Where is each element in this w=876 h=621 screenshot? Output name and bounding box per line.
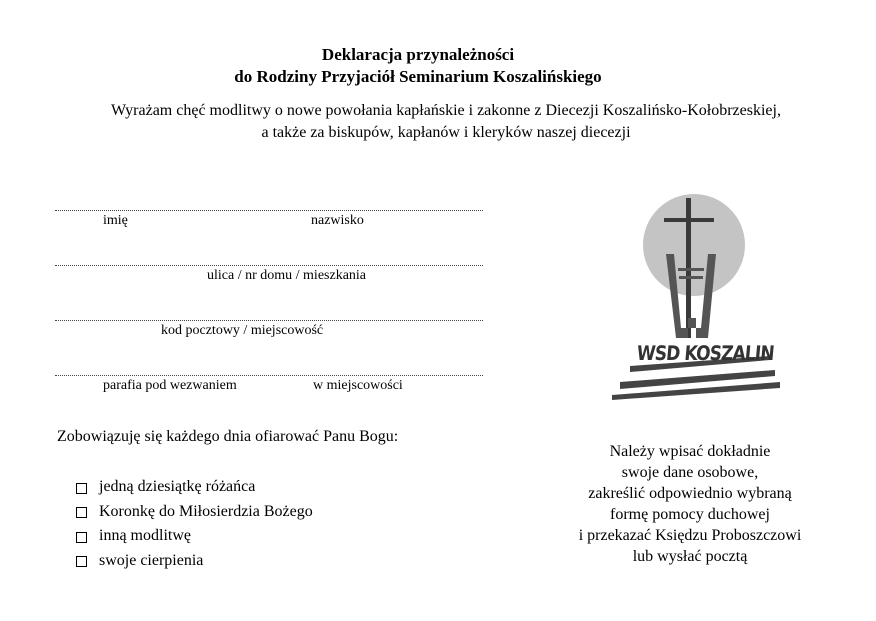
instructions-line: i przekazać Księdzu Proboszczowi	[578, 527, 802, 544]
parish-place-label: w miejscowości	[313, 378, 403, 393]
instructions-line: formę pomocy duchowej	[610, 506, 770, 523]
option-suffering[interactable]	[76, 549, 313, 574]
logo-wordmark: WSD KOSZALIN	[635, 341, 775, 365]
intro-text-line-1: Wyrażam chęć modlitwy o nowe powołania kapłańskie i zakonne z Diecezji Koszalińsko-Kołobrzeskiej,	[111, 102, 781, 119]
option-label: inną modlitwę	[99, 527, 191, 545]
intro-text-line-2: a także za biskupów, kapłanów i kleryków naszej diecezji	[261, 124, 631, 141]
pledge-heading: Zobowiązuję się każdego dnia ofiarować Panu Bogu:	[57, 428, 399, 445]
name-field-line[interactable]	[55, 210, 483, 211]
postal-field-line[interactable]	[55, 320, 483, 321]
option-label: jedną dziesiątkę różańca	[99, 478, 256, 496]
option-rosary[interactable]	[76, 475, 313, 500]
seminary-logo	[600, 190, 790, 400]
checkbox-icon[interactable]	[76, 507, 87, 518]
parish-field-line[interactable]	[55, 375, 483, 376]
option-label: Koronkę do Miłosierdzia Bożego	[99, 502, 313, 520]
instructions-line: Należy wpisać dokładnie	[609, 443, 771, 460]
declaration-subtitle: do Rodziny Przyjaciół Seminarium Koszalińskiego	[234, 67, 602, 86]
option-other-prayer[interactable]	[76, 524, 313, 549]
checkbox-icon[interactable]	[76, 532, 87, 543]
checkbox-icon[interactable]	[76, 483, 87, 494]
last-name-label: nazwisko	[311, 213, 364, 228]
declaration-title: Deklaracja przynależności	[321, 45, 515, 64]
street-label: ulica / nr domu / mieszkania	[207, 268, 367, 283]
pledge-options	[76, 475, 313, 573]
parish-label: parafia pod wezwaniem	[103, 378, 237, 393]
instructions-block	[540, 441, 840, 567]
instructions-line: zakreślić odpowiednio wybraną	[588, 485, 792, 502]
option-label: swoje cierpienia	[99, 551, 204, 569]
postal-city-label: kod pocztowy / miejscowość	[161, 323, 324, 338]
checkbox-icon[interactable]	[76, 556, 87, 567]
instructions-line: swoje dane osobowe,	[621, 464, 759, 481]
option-chaplet[interactable]	[76, 500, 313, 525]
street-field-line[interactable]	[55, 265, 483, 266]
cross-monument-icon	[600, 190, 790, 400]
instructions-line: lub wysłać pocztą	[632, 548, 748, 565]
first-name-label: imię	[103, 213, 128, 228]
